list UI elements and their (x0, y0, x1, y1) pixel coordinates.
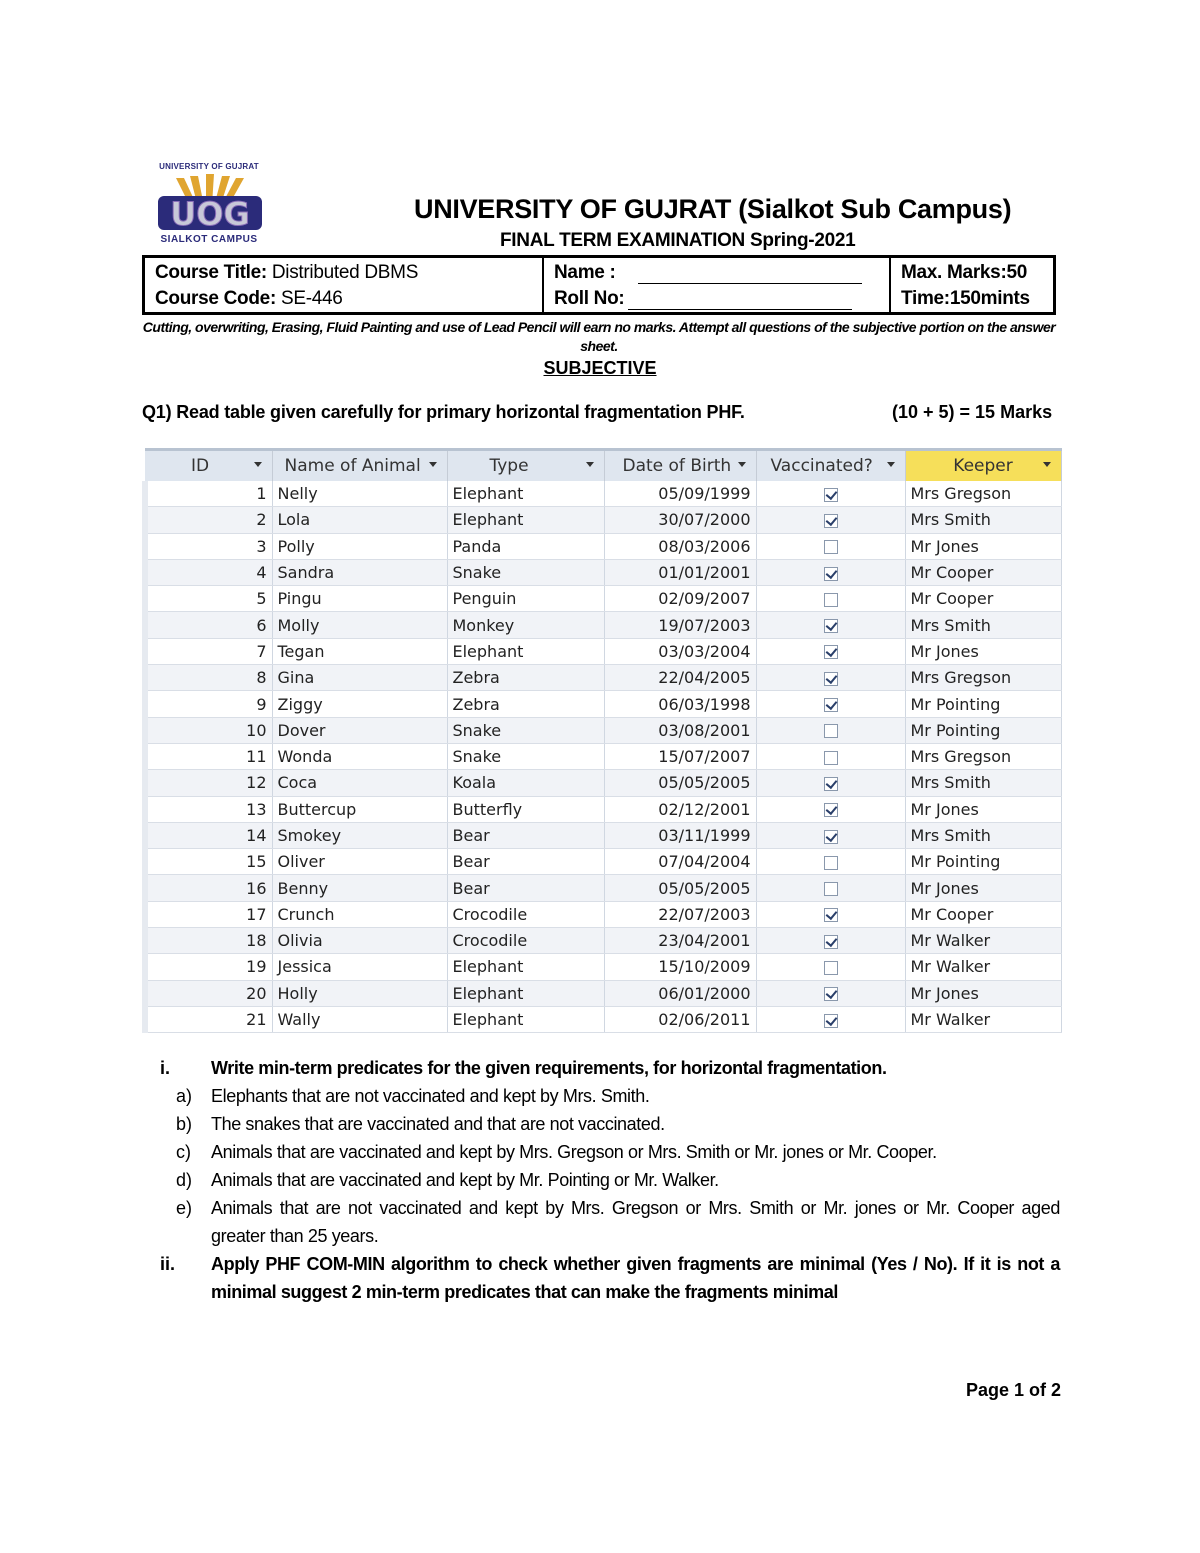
cell-vaccinated (756, 717, 905, 743)
cell-name: Tegan (272, 638, 447, 664)
cell-keeper: Mr Jones (905, 875, 1061, 901)
question-text: The snakes that are vaccinated and that are not vaccinated. (211, 1114, 665, 1134)
cell-id: 2 (145, 507, 272, 533)
vaccinated-checkbox[interactable] (824, 619, 838, 633)
exam-time: Time:150mints (901, 288, 1030, 309)
cell-id: 8 (145, 665, 272, 691)
vaccinated-checkbox[interactable] (824, 514, 838, 528)
table-row (145, 612, 1061, 638)
cell-id: 18 (145, 928, 272, 954)
question-parts (160, 1054, 1060, 1306)
question-text: Apply PHF COM-MIN algorithm to check whether given fragments are minimal (Yes / No). If it is not a minimal suggest 2 min-term predicates that can make the fragments minimal (211, 1254, 1060, 1302)
cell-type: Elephant (447, 507, 604, 533)
vaccinated-checkbox[interactable] (824, 1014, 838, 1028)
question-1-text: Q1) Read table given carefully for primary horizontal fragmentation PHF. (142, 402, 745, 422)
column-header-name[interactable]: Name of Animal (272, 450, 447, 482)
vaccinated-checkbox[interactable] (824, 935, 838, 949)
course-title-line (155, 262, 418, 284)
cell-dob: 06/03/1998 (604, 691, 756, 717)
cell-dob: 03/03/2004 (604, 638, 756, 664)
cell-name: Holly (272, 980, 447, 1006)
table-row (145, 691, 1061, 717)
cell-dob: 22/04/2005 (604, 665, 756, 691)
cell-dob: 08/03/2006 (604, 533, 756, 559)
question-1-marks: (10 + 5) = 15 Marks (892, 402, 1053, 422)
cell-id: 1 (145, 481, 272, 507)
cell-dob: 02/09/2007 (604, 586, 756, 612)
column-header-vaccinated[interactable]: Vaccinated? (756, 450, 905, 482)
name-line (554, 262, 862, 284)
cell-type: Elephant (447, 638, 604, 664)
cell-keeper: Mr Jones (905, 533, 1061, 559)
question-number: e) (176, 1198, 193, 1218)
cell-id: 7 (145, 638, 272, 664)
cell-keeper: Mr Cooper (905, 559, 1061, 585)
cell-vaccinated (756, 612, 905, 638)
cell-dob: 05/05/2005 (604, 770, 756, 796)
cell-keeper: Mr Cooper (905, 901, 1061, 927)
table-row (145, 928, 1061, 954)
cell-keeper: Mr Jones (905, 980, 1061, 1006)
question-number: d) (176, 1170, 193, 1190)
question-text: Animals that are vaccinated and kept by Mr. Pointing or Mr. Walker. (211, 1170, 719, 1190)
cell-type: Elephant (447, 980, 604, 1006)
course-title-value: Distributed DBMS (271, 262, 419, 283)
animals-table (142, 448, 1062, 1033)
cell-type: Panda (447, 533, 604, 559)
cell-vaccinated (756, 822, 905, 848)
question-text: Animals that are vaccinated and kept by Mrs. Gregson or Mrs. Smith or Mr. jones or Mr. Cooper. (211, 1142, 937, 1162)
cell-vaccinated (756, 691, 905, 717)
cell-type: Bear (447, 849, 604, 875)
cell-keeper: Mrs Smith (905, 612, 1061, 638)
cell-id: 4 (145, 559, 272, 585)
university-title: UNIVERSITY OF GUJRAT (Sialkot Sub Campus) (414, 194, 1012, 224)
cell-id: 9 (145, 691, 272, 717)
cell-vaccinated (756, 954, 905, 980)
roll-field[interactable] (628, 291, 852, 310)
exam-info-box (142, 255, 1056, 315)
cell-type: Snake (447, 743, 604, 769)
question-text: Write min-term predicates for the given requirements, for horizontal fragmentation. (211, 1058, 887, 1078)
sort-arrow-icon[interactable] (1043, 462, 1051, 467)
column-header-type[interactable]: Type (447, 450, 604, 482)
cell-dob: 30/07/2000 (604, 507, 756, 533)
cell-name: Benny (272, 875, 447, 901)
cell-id: 6 (145, 612, 272, 638)
logo-bottom-text: SIALKOT CAMPUS (160, 234, 258, 245)
cell-type: Elephant (447, 1006, 604, 1032)
cell-name: Olivia (272, 928, 447, 954)
table-row (145, 849, 1061, 875)
roll-line (554, 288, 852, 310)
course-code-value: SE-446 (280, 288, 343, 309)
cell-name: Coca (272, 770, 447, 796)
cell-vaccinated (756, 638, 905, 664)
cell-name: Nelly (272, 481, 447, 507)
table-header-row (145, 450, 1061, 482)
page-number: Page 1 of 2 (966, 1380, 1062, 1400)
table-row (145, 901, 1061, 927)
table-body (145, 481, 1061, 1033)
cell-id: 10 (145, 717, 272, 743)
sort-arrow-icon[interactable] (887, 462, 895, 467)
sub-question (160, 1166, 1060, 1194)
question-text: Elephants that are not vaccinated and kept by Mrs. Smith. (211, 1086, 650, 1106)
cell-type: Bear (447, 822, 604, 848)
table-row (145, 717, 1061, 743)
cell-name: Ziggy (272, 691, 447, 717)
cell-name: Polly (272, 533, 447, 559)
cell-keeper: Mrs Gregson (905, 665, 1061, 691)
table-row (145, 586, 1061, 612)
cell-id: 16 (145, 875, 272, 901)
vaccinated-checkbox[interactable] (824, 567, 838, 581)
vaccinated-checkbox[interactable] (824, 830, 838, 844)
vaccinated-checkbox[interactable] (824, 540, 838, 554)
cell-id: 20 (145, 980, 272, 1006)
cell-vaccinated (756, 770, 905, 796)
cell-type: Snake (447, 717, 604, 743)
cell-name: Oliver (272, 849, 447, 875)
sub-question (160, 1194, 1060, 1250)
question-number: i. (160, 1058, 171, 1078)
table-row (145, 743, 1061, 769)
table-row (145, 822, 1061, 848)
student-info-cell (544, 258, 891, 312)
cell-dob: 02/12/2001 (604, 796, 756, 822)
cell-dob: 03/11/1999 (604, 822, 756, 848)
roll-label: Roll No: (554, 288, 625, 309)
cell-id: 14 (145, 822, 272, 848)
vaccinated-checkbox[interactable] (824, 751, 838, 765)
cell-dob: 06/01/2000 (604, 980, 756, 1006)
sub-question (160, 1138, 1060, 1166)
cell-name: Buttercup (272, 796, 447, 822)
cell-vaccinated (756, 1006, 905, 1032)
table-row (145, 796, 1061, 822)
instructions: Cutting, overwriting, Erasing, Fluid Painting and use of Lead Pencil will earn no marks. Attempt all questions of the subjective portion on the answer sheet. (142, 319, 1056, 354)
cell-type: Bear (447, 875, 604, 901)
cell-type: Snake (447, 559, 604, 585)
cell-keeper: Mr Walker (905, 1006, 1061, 1032)
cell-keeper: Mr Pointing (905, 691, 1061, 717)
cell-type: Zebra (447, 691, 604, 717)
cell-keeper: Mr Pointing (905, 849, 1061, 875)
cell-type: Crocodile (447, 901, 604, 927)
cell-name: Lola (272, 507, 447, 533)
cell-keeper: Mrs Smith (905, 770, 1061, 796)
cell-name: Dover (272, 717, 447, 743)
vaccinated-checkbox[interactable] (824, 961, 838, 975)
vaccinated-checkbox[interactable] (824, 645, 838, 659)
column-header-keeper[interactable]: Keeper (905, 450, 1061, 482)
question-number: b) (176, 1114, 193, 1134)
cell-keeper: Mr Jones (905, 796, 1061, 822)
cell-keeper: Mrs Smith (905, 822, 1061, 848)
vaccinated-checkbox[interactable] (824, 908, 838, 922)
table-row (145, 875, 1061, 901)
vaccinated-checkbox[interactable] (824, 488, 838, 502)
cell-dob: 07/04/2004 (604, 849, 756, 875)
vaccinated-checkbox[interactable] (824, 803, 838, 817)
logo-top-text: UNIVERSITY OF GUJRAT (159, 162, 259, 171)
cell-name: Smokey (272, 822, 447, 848)
cell-keeper: Mrs Gregson (905, 481, 1061, 507)
cell-vaccinated (756, 586, 905, 612)
cell-keeper: Mr Jones (905, 638, 1061, 664)
cell-vaccinated (756, 849, 905, 875)
question-number: ii. (160, 1254, 176, 1274)
sub-question (160, 1110, 1060, 1138)
cell-vaccinated (756, 928, 905, 954)
vaccinated-checkbox[interactable] (824, 593, 838, 607)
cell-type: Monkey (447, 612, 604, 638)
cell-keeper: Mrs Gregson (905, 743, 1061, 769)
cell-id: 19 (145, 954, 272, 980)
vaccinated-checkbox[interactable] (824, 724, 838, 738)
table-row (145, 481, 1061, 507)
question-number: a) (176, 1086, 193, 1106)
cell-type: Elephant (447, 954, 604, 980)
cell-dob: 19/07/2003 (604, 612, 756, 638)
cell-id: 3 (145, 533, 272, 559)
cell-id: 15 (145, 849, 272, 875)
vaccinated-checkbox[interactable] (824, 987, 838, 1001)
cell-dob: 15/10/2009 (604, 954, 756, 980)
sort-arrow-icon[interactable] (254, 462, 262, 467)
cell-name: Crunch (272, 901, 447, 927)
cell-vaccinated (756, 901, 905, 927)
cell-type: Elephant (447, 481, 604, 507)
exam-title: FINAL TERM EXAMINATION Spring-2021 (500, 230, 856, 251)
cell-keeper: Mr Cooper (905, 586, 1061, 612)
marks-time-cell (891, 258, 1053, 312)
cell-name: Sandra (272, 559, 447, 585)
cell-id: 17 (145, 901, 272, 927)
course-title-label: Course Title: (155, 262, 267, 283)
cell-dob: 05/05/2005 (604, 875, 756, 901)
cell-type: Zebra (447, 665, 604, 691)
section-heading: SUBJECTIVE (543, 358, 657, 378)
vaccinated-checkbox[interactable] (824, 856, 838, 870)
table-row (145, 559, 1061, 585)
cell-id: 11 (145, 743, 272, 769)
cell-name: Wonda (272, 743, 447, 769)
max-marks: Max. Marks:50 (901, 262, 1028, 283)
cell-id: 5 (145, 586, 272, 612)
cell-dob: 01/01/2001 (604, 559, 756, 585)
cell-vaccinated (756, 796, 905, 822)
cell-dob: 23/04/2001 (604, 928, 756, 954)
cell-vaccinated (756, 481, 905, 507)
vaccinated-checkbox[interactable] (824, 882, 838, 896)
cell-dob: 02/06/2011 (604, 1006, 756, 1032)
cell-id: 12 (145, 770, 272, 796)
cell-name: Jessica (272, 954, 447, 980)
cell-dob: 03/08/2001 (604, 717, 756, 743)
cell-keeper: Mrs Smith (905, 507, 1061, 533)
cell-keeper: Mr Pointing (905, 717, 1061, 743)
course-code-line (155, 288, 343, 310)
cell-name: Wally (272, 1006, 447, 1032)
cell-keeper: Mr Walker (905, 954, 1061, 980)
table-row (145, 533, 1061, 559)
table-row (145, 954, 1061, 980)
sort-arrow-icon[interactable] (738, 462, 746, 467)
cell-name: Gina (272, 665, 447, 691)
cell-type: Crocodile (447, 928, 604, 954)
question-number: c) (176, 1142, 191, 1162)
sub-question (160, 1082, 1060, 1110)
logo-mark-text: UOG (170, 195, 250, 233)
vaccinated-checkbox[interactable] (824, 672, 838, 686)
cell-vaccinated (756, 665, 905, 691)
table-row (145, 638, 1061, 664)
cell-dob: 22/07/2003 (604, 901, 756, 927)
cell-vaccinated (756, 507, 905, 533)
name-label: Name : (554, 262, 616, 283)
cell-keeper: Mr Walker (905, 928, 1061, 954)
sort-arrow-icon[interactable] (429, 462, 437, 467)
cell-type: Koala (447, 770, 604, 796)
table-row (145, 665, 1061, 691)
course-info-cell (145, 258, 544, 312)
cell-name: Pingu (272, 586, 447, 612)
table-row (145, 980, 1061, 1006)
table-row (145, 1006, 1061, 1032)
cell-dob: 15/07/2007 (604, 743, 756, 769)
cell-id: 13 (145, 796, 272, 822)
question-part (160, 1250, 1060, 1306)
vaccinated-checkbox[interactable] (824, 698, 838, 712)
cell-vaccinated (756, 559, 905, 585)
university-logo (148, 162, 270, 248)
course-code-label: Course Code: (155, 288, 276, 309)
sort-arrow-icon[interactable] (586, 462, 594, 467)
cell-id: 21 (145, 1006, 272, 1032)
name-field[interactable] (638, 265, 862, 284)
cell-type: Penguin (447, 586, 604, 612)
question-text: Animals that are not vaccinated and kept by Mrs. Gregson or Mrs. Smith or Mr. jones or Mr. Cooper aged greater than 25 years. (211, 1198, 1060, 1246)
cell-vaccinated (756, 743, 905, 769)
vaccinated-checkbox[interactable] (824, 777, 838, 791)
cell-type: Butterfly (447, 796, 604, 822)
cell-dob: 05/09/1999 (604, 481, 756, 507)
cell-name: Molly (272, 612, 447, 638)
question-part (160, 1054, 1060, 1082)
column-header-dob[interactable]: Date of Birth (604, 450, 756, 482)
logo-emblem-icon (154, 174, 266, 236)
cell-vaccinated (756, 875, 905, 901)
table-row (145, 507, 1061, 533)
cell-vaccinated (756, 980, 905, 1006)
table-row (145, 770, 1061, 796)
column-header-id[interactable]: ID (145, 450, 272, 482)
cell-vaccinated (756, 533, 905, 559)
